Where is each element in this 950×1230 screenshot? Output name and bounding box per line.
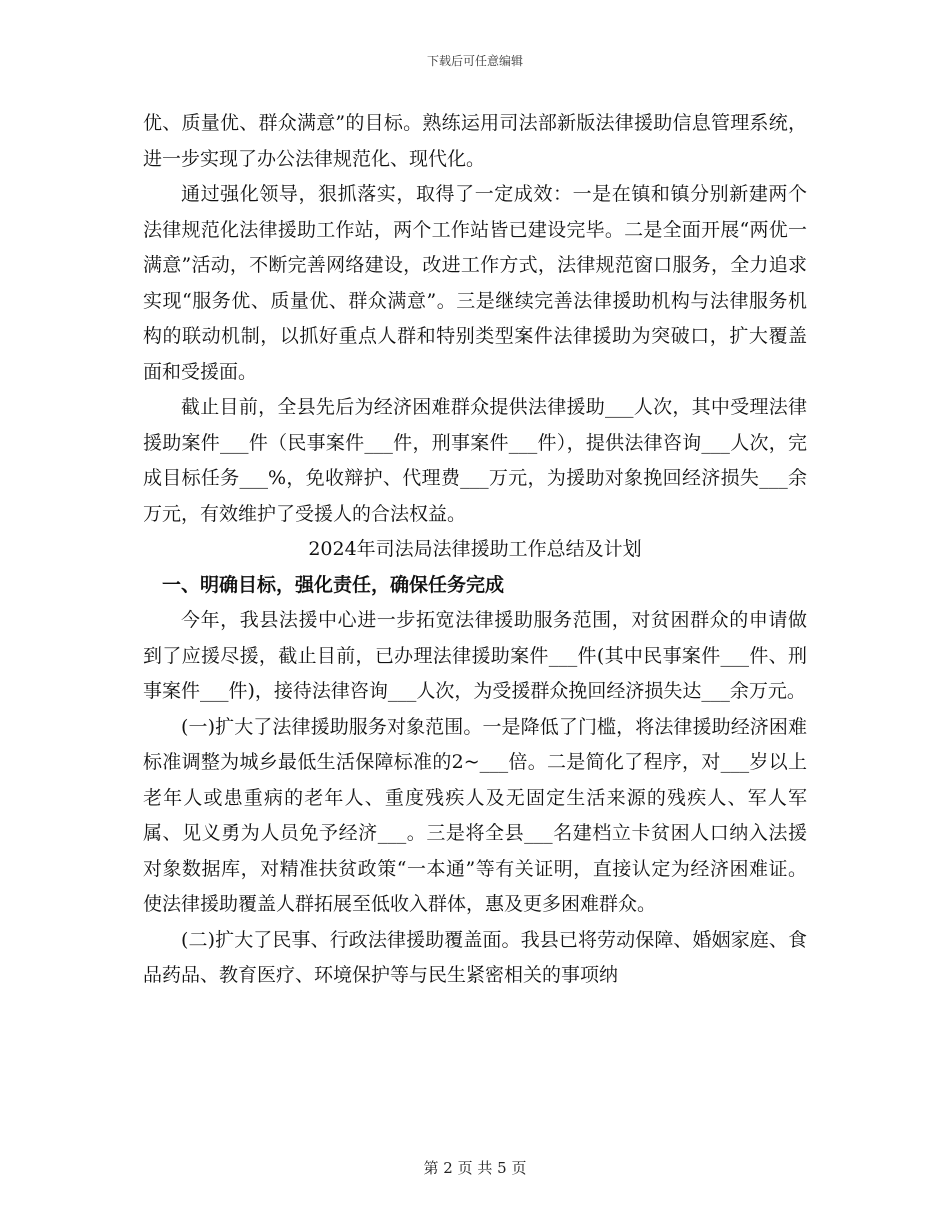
paragraph-intro: 今年，我县法援中心进一步拓宽法律援助服务范围，对贫困群众的申请做到了应援尽援，截止目前，已办理法律援助案件___件(其中民事案件___件、刑事案件___件)，接待法律咨询___人次，为受援群众挽回经济损失达___余万元。 (143, 609, 807, 702)
page-footer: 第 2 页 共 5 页 (423, 1159, 527, 1177)
section-heading-1: 一、明确目标，强化责任，确保任务完成 (162, 573, 505, 596)
paragraph-continued: 优、质量优、群众满意”的目标。熟练运用司法部新版法律援助信息管理系统，进一步实现了办公法律规范化、现代化。 (143, 112, 807, 170)
page-header: 下载后可任意编辑 (426, 54, 523, 68)
paragraph-item-1: (一)扩大了法律援助服务对象范围。一是降低了门槛，将法律援助经济困难标准调整为城乡最低生活保障标准的2~___倍。二是简化了程序，对___岁以上老年人或患重病的老年人、重度残疾人及无固定生活来源的残疾人、军人军属、见义勇为人员免予经济___。三是将全县___名建档立卡贫困人口纳入法援对象数据库，对精准扶贫政策“一本通”等有关证明，直接认定为经济困难证。使法律援助覆盖人群拓展至低收入群体，惠及更多困难群众。 (143, 715, 807, 915)
paragraph-item-2: (二)扩大了民事、行政法律援助覆盖面。我县已将劳动保障、婚姻家庭、食品药品、教育医疗、环境保护等与民生紧密相关的事项纳 (143, 928, 807, 986)
section-title: 2024年司法局法律援助工作总结及计划 (308, 538, 642, 560)
paragraph-achievements: 通过强化领导，狠抓落实，取得了一定成效：一是在镇和镇分别新建两个法律规范化法律援助工作站，两个工作站皆已建设完毕。二是全面开展“两优一满意”活动，不断完善网络建设，改进工作方式，法律规范窗口服务，全力追求实现“服务优、质量优、群众满意”。三是继续完善法律援助机构与法律服务机构的联动机制，以抓好重点人群和特别类型案件法律援助为突破口，扩大覆盖面和受援面。 (143, 183, 807, 383)
paragraph-statistics: 截止目前，全县先后为经济困难群众提供法律援助___人次，其中受理法律援助案件___件（民事案件___件，刑事案件___件），提供法律咨询___人次，完成目标任务___%，免收辩护、代理费___万元，为援助对象挽回经济损失___余万元，有效维护了受援人的合法权益。 (143, 396, 807, 525)
document-body (143, 106, 807, 994)
